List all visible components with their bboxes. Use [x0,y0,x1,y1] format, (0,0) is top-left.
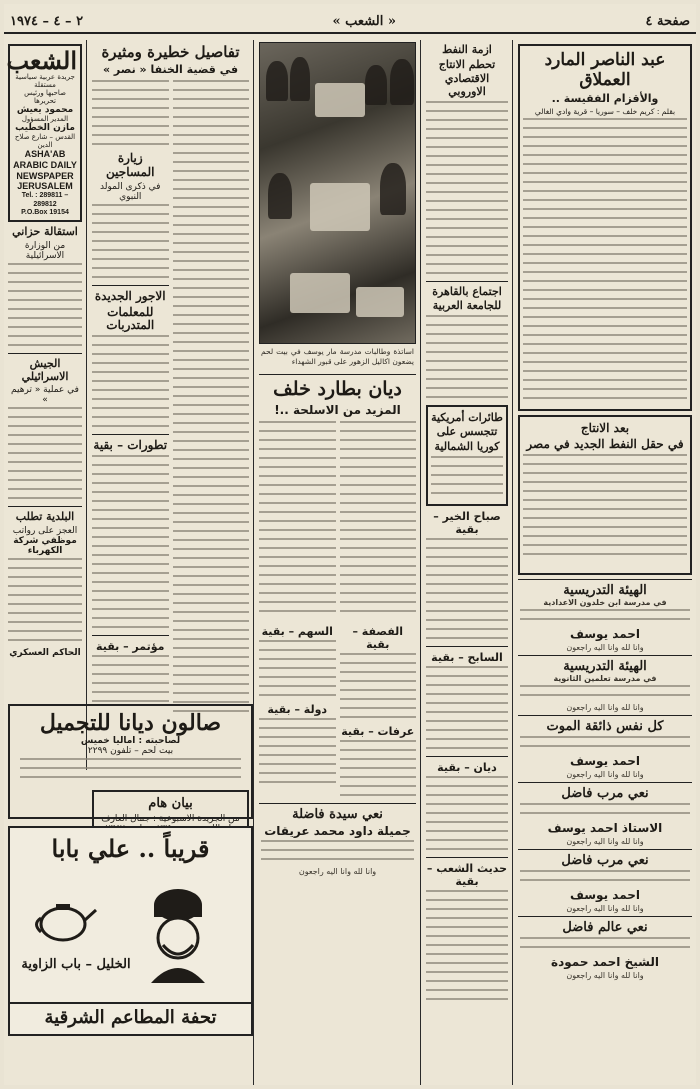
chef-illustration-icon [123,883,233,993]
spy-planes-sub2: كوريا الشمالية [434,440,500,454]
obituary-notice [518,916,692,983]
swimmer-continued: السابح – بقية [431,650,503,664]
army-body [8,407,82,499]
obituary-body [520,609,690,620]
cairo-meeting-sub: للجامعة العربية [432,299,502,313]
ali-baba-ad [8,826,253,1036]
salon-ad [8,704,253,819]
army-sub: في عملية « ترهيم » [11,385,79,406]
oil-field-title: بعد الانتاج [580,421,630,436]
dangerous-details-title: تفاصيل خطيرة ومثيرة [101,43,240,61]
lady-obituary-note: وانا لله وانا اليه راجعون [298,866,377,876]
editorial-title: عبد الناصر المارد العملاق [544,50,666,90]
oil-crisis-title: ازمة النفط [442,43,492,56]
obituary-notice [518,849,692,916]
oil-field-body [523,454,687,555]
right-column [514,40,696,1085]
ali-baba-promo: قريباً .. علي بابا [51,834,210,863]
obituary-closing: وانا لله وانا اليه راجعون [566,904,644,914]
obituary-closing: وانا لله وانا اليه راجعون [566,643,644,653]
masthead-name: الشعب [6,46,77,75]
municipality-sub2: موظفي شركة الكهرباء [13,535,77,556]
ali-baba-tagline: تحفة المطاعم الشرقية [10,1002,251,1028]
paper-name: « الشعب » [332,13,397,29]
obituary-title: الهيئة التدريسية [563,583,647,599]
masthead-sub: جريدة عربية سياسية مستقلة [15,73,75,89]
issue-date: ٢ – ٤ – ١٩٧٤ [10,13,84,29]
manager-label: المدير المسؤول [21,115,69,123]
manager-name: مازن الخطيب [15,123,75,133]
editorial-body [523,118,687,399]
cairo-meeting-title: اجتماع بالقاهرة [432,284,502,298]
english-pobox: P.O.Box 19154 [21,208,69,216]
obituary-title: الهيئة التدريسية [563,659,647,675]
good-morning-body [426,538,508,639]
obituary-notice [518,655,692,715]
salon-phone: بيت لحم – تلفون ٢٢٩٩ [87,746,174,756]
obituary-closing: وانا لله وانا اليه راجعون [566,770,644,780]
salon-text [14,758,247,778]
obituary-notice [518,782,692,849]
arafat-body [340,740,417,796]
teapot-icon [28,888,98,948]
lady-obituary-body [261,840,414,860]
obituaries [518,579,692,983]
obituary-subtitle: في مدرسة ابن خلدون الاعدادية [543,598,667,608]
dayan-headline: ديان بطارد خلف [273,378,402,400]
english-name-2: ARABIC DAILY [13,159,77,170]
spy-planes-box [426,405,508,506]
obituary-closing: وانا لله وانا اليه راجعون [566,703,644,713]
prisoner-visit-title: زيارة المساجين [106,151,155,180]
army-title: الجيش الاسرائيلي [21,357,69,383]
arafat-continued: عرفات – بقية [341,724,415,738]
spy-planes-sub: تتجسس على [436,425,498,439]
salon-name: صالون ديانا للتجميل [39,710,222,736]
developments-continued: تطورات – بقية [93,438,168,453]
column-divider [86,40,87,770]
column-divider [420,40,421,1085]
masthead-box [8,44,82,222]
column-divider [253,40,254,1085]
obituary-closing: وانا لله وانا اليه راجعون [566,971,644,981]
lady-obituary [259,803,416,879]
resignation-title: استقالة حزاني [12,225,78,239]
arrow-continued: السهم – بقية [261,624,333,638]
good-morning-continued: صباح الخير – بقية [433,509,501,536]
editor-name: محمود يعيش [16,105,74,115]
oil-crisis-sub: تحطم الانتاج [438,57,496,71]
spy-planes-body [431,456,503,494]
editorial-byline: بقلم : كريم خلف – سوريا – قرية وادي الغالي [534,107,676,117]
obituary-name: احمد يوسف [569,627,641,642]
english-phone: Tel. : 289811 – 289812 [21,192,69,208]
obituary-title: نعي مرب فاضل [561,786,649,802]
column-three [255,40,420,1085]
english-name-4: JERUSALEM [17,181,73,192]
notice-sub: من الجريدة الاسبوعية : جمال العارف [101,813,240,824]
obituary-name: الشيخ احمد حمودة [551,955,659,970]
ali-baba-location: الخليل – باب الزاوية [21,957,131,972]
english-name-1: ASHA'AB [24,149,66,159]
english-name-3: NEWSPAPER [16,170,74,181]
obituary-body [520,685,690,696]
swimmer-body [426,666,508,749]
oil-crisis-sub2: الاقتصادي الاوروبي [444,72,490,98]
obituary-closing: وانا لله وانا اليه راجعون [566,837,644,847]
left-column [4,40,86,770]
column-divider [512,40,513,1085]
municipality-body [8,558,82,641]
new-wages-sub: للمعلمات المتدربات [106,304,155,333]
obituary-body [520,803,690,814]
obituary-name: الاستاذ احمد يوسف [547,821,663,836]
prisoner-visit-sub: في ذكرى المولد النبوي [100,181,161,202]
dayan-continued: ديان – بقية [437,760,497,774]
dayan-cont-body [426,776,508,850]
obituary-name: احمد يوسف [569,754,641,769]
lower-articles [259,623,416,803]
state-body [259,718,336,783]
editorial-subtitle: والأقزام الفقيسة .. [551,92,659,106]
obituary-subtitle: في مدرسة تعلمين الثانوية [553,674,657,684]
obituary-body [520,870,690,881]
resignation-body [8,263,82,346]
dangerous-details-sub: في قضية الخنفا « نصر » [102,63,239,77]
lady-obituary-name: جميلة داود محمد عريقات [264,823,411,838]
obituary-title: كل نفس ذائقة الموت [546,719,664,735]
editor-label: صاحبها ورئيس تحريرها [24,89,66,105]
oil-field-article [518,415,692,575]
page-number: صفحة ٤ [645,13,690,29]
obituary-name: احمد يوسف [569,888,641,903]
obituary-body [520,736,690,747]
spy-planes-title: طائرات أمريكية [431,410,503,424]
obituary-notice [518,579,692,655]
fasfa-continued: الفصفة – بقية [352,624,404,651]
municipality-sub: العجز على رواتب [12,525,78,536]
column-two [422,40,512,1085]
dayan-subhead: المزيد من الاسلحة ..! [274,402,401,417]
news-photo [259,42,416,344]
salon-owner: لصاحبته : اماليا خميس [80,736,181,746]
new-wages-title: الاجور الجديدة [94,288,166,303]
obituary-title: نعي عالم فاضل [562,920,648,936]
resignation-sub: من الوزارة الاسرائيلية [24,241,66,261]
dayan-body [259,419,416,623]
municipality-title: البلدية تطلب [15,510,75,524]
address: القدس – شارع صلاح الدين [14,133,76,149]
cairo-meeting-body [426,315,508,398]
oil-field-subtitle: في حقل النفط الجديد في مصر [526,436,684,451]
newspaper-page [4,4,696,1085]
sha3b-talk-continued: حديث الشعب – بقية [426,861,508,888]
conference-continued: مؤتمر – بقية [96,640,165,654]
obituary-title: نعي مرب فاضل [561,853,649,869]
lady-obituary-title: نعي سيدة فاضلة [292,806,383,822]
state-continued: دولة – بقية [267,702,328,716]
page-header [4,10,696,34]
photo-caption: اساتذة وطالبات مدرسة مار يوسف في بيت لحم يضعون اكاليل الزهور على قبور الشهداء [261,347,414,366]
fasfa-body [340,653,417,718]
arrow-body [259,640,336,696]
column-four [88,40,253,775]
dangerous-details-body [92,78,249,719]
notice-title: بيان هام [148,796,193,811]
main-editorial [518,44,692,411]
obituary-notice [518,715,692,782]
military-governor: الحاكم العسكري [9,647,81,658]
obituary-body [520,937,690,948]
oil-crisis-body [426,101,508,274]
sha3b-talk-body [426,890,508,1000]
